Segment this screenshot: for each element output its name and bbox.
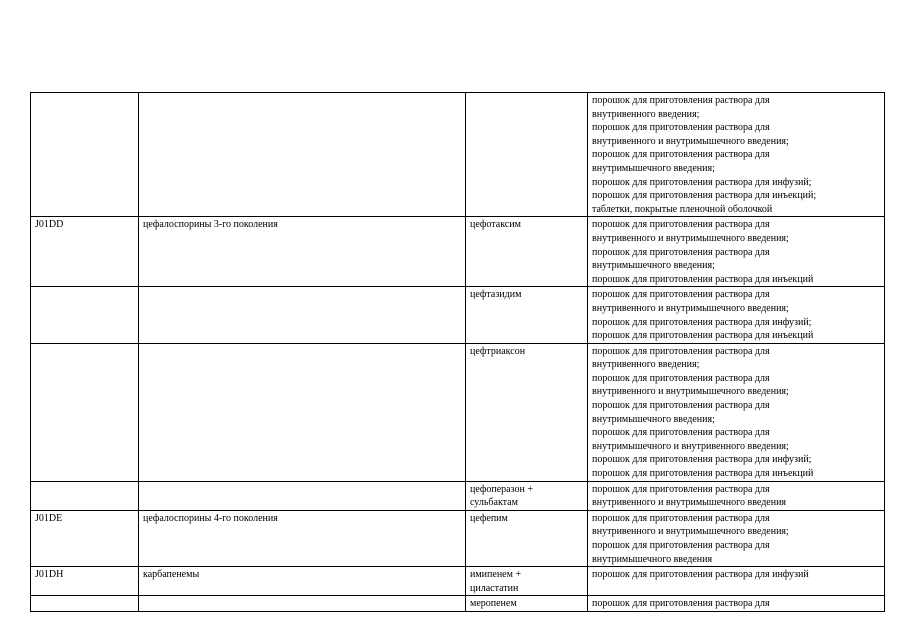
dosage-form-line: порошок для приготовления раствора для [592,372,770,384]
drug-name-line: сульбактам [470,497,518,509]
table-row [31,287,885,343]
drug-name-line: цефтриаксон [470,345,526,357]
dosage-forms-cell [588,481,885,510]
dosage-form-line: порошок для приготовления раствора для [592,289,770,301]
dosage-forms-cell [588,567,885,596]
dosage-form-line: таблетки, покрытые пленочной оболочкой [592,203,773,215]
dosage-forms-cell [588,93,885,217]
dosage-form-line: внутримышечного и внутривенного введения; [592,440,789,452]
dosage-form-line: порошок для приготовления раствора для инфузий [592,569,809,581]
pharmacological-group-cell [139,343,466,481]
atc-code-cell: J01DE [31,510,139,566]
dosage-forms-cell [588,343,885,481]
dosage-form-line: порошок для приготовления раствора для [592,427,770,439]
dosage-form-line: внутримышечного введения; [592,413,715,425]
table-row [31,481,885,510]
drug-name-cell [466,596,588,612]
table-row [31,343,885,481]
dosage-forms-cell [588,596,885,612]
dosage-forms-cell [588,510,885,566]
drug-name-line: циластатин [470,582,519,594]
table-row [31,567,885,596]
drug-name-cell [466,510,588,566]
drug-name-cell [466,481,588,510]
drug-name-cell [466,343,588,481]
dosage-form-line: внутримышечного введения; [592,260,715,272]
atc-code-cell [31,481,139,510]
dosage-form-line: внутримышечного введения; [592,162,715,174]
pharmacological-group-cell [139,93,466,217]
table-row [31,93,885,217]
dosage-form-line: порошок для приготовления раствора для инъекций [592,468,814,480]
dosage-form-line: внутримышечного введения [592,553,713,565]
dosage-form-line: внутривенного и внутримышечного введения; [592,232,789,244]
dosage-form-line: порошок для приготовления раствора для [592,246,770,258]
drug-table-body [31,93,885,612]
dosage-forms-cell [588,287,885,343]
dosage-form-line: внутривенного и внутримышечного введения [592,497,787,509]
pharmacological-group-cell: цефалоспорины 3-го поколения [139,217,466,287]
drug-name-cell [466,93,588,217]
dosage-form-line: порошок для приготовления раствора для [592,540,770,551]
pharmacological-group-cell [139,287,466,343]
pharmacological-group-cell: цефалоспорины 4-го поколения [139,510,466,566]
drug-table [30,92,885,612]
atc-code-cell: J01DH [31,567,139,596]
pharmacological-group-cell [139,596,466,612]
drug-name-line: цефтазидим [470,289,522,301]
table-row [31,510,885,566]
atc-code-cell [31,93,139,217]
pharmacological-group-cell [139,481,466,510]
dosage-form-line: порошок для приготовления раствора для [592,122,770,134]
dosage-form-line: порошок для приготовления раствора для [592,483,770,495]
dosage-form-line: внутривенного и внутримышечного введения; [592,386,789,398]
dosage-form-line: порошок для приготовления раствора для [592,400,770,412]
dosage-form-line: внутривенного и внутримышечного введения; [592,526,789,538]
dosage-form-line: порошок для приготовления раствора для [592,598,770,610]
dosage-form-line: порошок для приготовления раствора для [592,345,770,357]
dosage-forms-cell [588,217,885,287]
dosage-form-line: порошок для приготовления раствора для [592,512,770,524]
dosage-form-line: внутривенного введения; [592,359,700,371]
dosage-form-line: порошок для приготовления раствора для [592,95,770,106]
drug-name-cell [466,567,588,596]
dosage-form-line: внутривенного введения; [592,108,700,120]
dosage-form-line: порошок для приготовления раствора для инъекций [592,273,814,285]
drug-name-line: меропенем [470,598,517,610]
drug-name-line: цефепим [470,512,508,524]
atc-code-cell [31,287,139,343]
atc-code-cell: J01DD [31,217,139,287]
atc-code-cell [31,596,139,612]
dosage-form-line: порошок для приготовления раствора для инъекций [592,330,814,342]
drug-name-line: цефотаксим [470,219,521,231]
dosage-form-line: порошок для приготовления раствора для инфузий; [592,454,812,466]
table-row [31,217,885,287]
drug-name-cell [466,217,588,287]
dosage-form-line: внутривенного и внутримышечного введения; [592,135,789,147]
pharmacological-group-cell: карбапенемы [139,567,466,596]
dosage-form-line: порошок для приготовления раствора для [592,219,770,231]
table-row [31,596,885,612]
drug-name-line: имипенем + [470,569,522,581]
dosage-form-line: порошок для приготовления раствора для инъекций; [592,190,817,202]
dosage-form-line: порошок для приготовления раствора для инфузий; [592,176,812,188]
drug-name-cell [466,287,588,343]
drug-name-line: цефоперазон + [470,483,534,495]
dosage-form-line: внутривенного и внутримышечного введения; [592,302,789,314]
atc-code-cell [31,343,139,481]
dosage-form-line: порошок для приготовления раствора для [592,149,770,161]
dosage-form-line: порошок для приготовления раствора для инфузий; [592,316,812,328]
